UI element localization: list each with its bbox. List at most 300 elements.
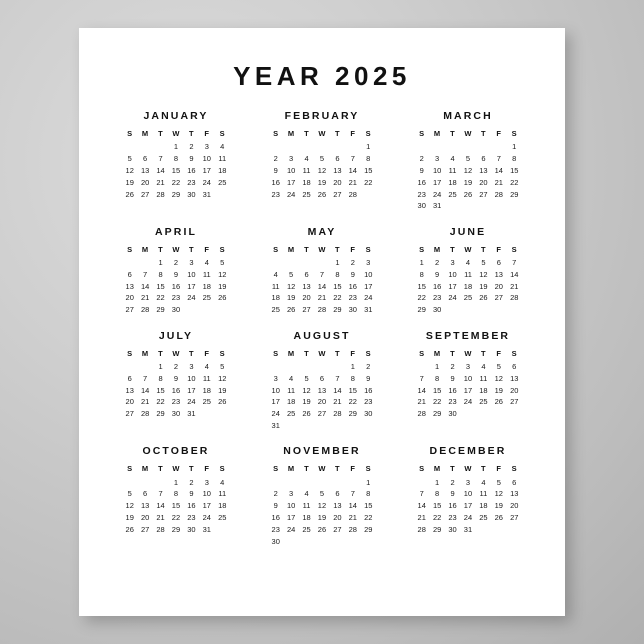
day-cell[interactable]: 5 (465, 154, 471, 164)
day-cell[interactable]: 1 (419, 258, 424, 268)
day-cell[interactable]: 9 (450, 373, 455, 383)
day-cell[interactable]: 3 (189, 361, 194, 371)
day-cell[interactable]: 9 (189, 154, 194, 164)
day-cell[interactable]: 23 (187, 513, 196, 523)
day-cell[interactable]: 4 (204, 361, 209, 371)
day-cell[interactable]: 22 (432, 513, 442, 523)
day-cell[interactable]: 3 (435, 154, 440, 164)
day-cell[interactable]: 13 (333, 501, 342, 511)
day-cell[interactable]: 8 (366, 154, 371, 164)
day-cell[interactable]: 28 (140, 409, 150, 419)
day-cell[interactable]: 11 (448, 165, 457, 175)
day-cell[interactable]: 30 (417, 201, 426, 211)
day-cell[interactable]: 24 (271, 409, 280, 419)
day-cell[interactable]: 20 (479, 177, 488, 187)
day-cell[interactable]: 25 (479, 397, 488, 407)
day-cell[interactable]: 4 (304, 489, 309, 499)
day-cell[interactable]: 19 (317, 177, 327, 187)
day-cell[interactable]: 6 (512, 361, 517, 371)
day-cell[interactable]: 12 (479, 269, 488, 279)
day-cell[interactable]: 30 (432, 305, 442, 315)
day-cell[interactable]: 1 (158, 361, 163, 371)
day-cell[interactable]: 6 (127, 269, 132, 279)
day-cell[interactable]: 12 (463, 165, 473, 175)
day-cell[interactable]: 5 (496, 361, 501, 371)
day-cell[interactable]: 19 (218, 281, 227, 291)
day-cell[interactable]: 18 (448, 177, 457, 187)
day-cell[interactable]: 23 (271, 189, 280, 199)
day-cell[interactable]: 9 (273, 165, 278, 175)
day-cell[interactable]: 4 (481, 361, 486, 371)
day-cell[interactable]: 12 (125, 501, 134, 511)
day-cell[interactable]: 5 (304, 373, 309, 383)
day-cell[interactable]: 23 (348, 293, 357, 303)
day-cell[interactable]: 12 (302, 385, 311, 395)
day-cell[interactable]: 2 (450, 361, 455, 371)
day-cell[interactable]: 2 (450, 477, 455, 487)
day-cell[interactable]: 7 (512, 258, 517, 268)
day-cell[interactable]: 7 (419, 373, 424, 383)
day-cell[interactable]: 25 (302, 189, 311, 199)
day-cell[interactable]: 3 (450, 258, 455, 268)
day-cell[interactable]: 11 (302, 165, 311, 175)
day-cell[interactable]: 14 (417, 385, 426, 395)
day-cell[interactable]: 4 (450, 154, 455, 164)
day-cell[interactable]: 13 (125, 385, 134, 395)
day-cell[interactable]: 1 (158, 258, 163, 268)
day-cell[interactable]: 16 (417, 177, 426, 187)
day-cell[interactable]: 26 (463, 189, 473, 199)
day-cell[interactable]: 3 (273, 373, 278, 383)
day-cell[interactable]: 4 (220, 477, 225, 487)
day-cell[interactable]: 22 (510, 177, 519, 187)
day-cell[interactable]: 27 (125, 305, 134, 315)
day-cell[interactable]: 18 (202, 385, 211, 395)
day-cell[interactable]: 3 (289, 154, 294, 164)
day-cell[interactable]: 11 (218, 154, 227, 164)
day-cell[interactable]: 15 (156, 281, 165, 291)
day-cell[interactable]: 15 (348, 385, 357, 395)
day-cell[interactable]: 4 (465, 258, 471, 268)
day-cell[interactable]: 30 (364, 409, 373, 419)
day-cell[interactable]: 24 (286, 189, 296, 199)
day-cell[interactable]: 29 (333, 305, 342, 315)
day-cell[interactable]: 22 (171, 177, 181, 187)
day-cell[interactable]: 25 (479, 513, 488, 523)
day-cell[interactable]: 7 (335, 373, 340, 383)
day-cell[interactable]: 5 (319, 489, 325, 499)
day-cell[interactable]: 27 (510, 397, 519, 407)
day-cell[interactable]: 25 (218, 513, 227, 523)
day-cell[interactable]: 15 (510, 165, 519, 175)
day-cell[interactable]: 21 (417, 397, 426, 407)
day-cell[interactable]: 4 (204, 258, 209, 268)
day-cell[interactable]: 12 (494, 373, 503, 383)
day-cell[interactable]: 31 (463, 524, 473, 534)
day-cell[interactable]: 29 (432, 524, 442, 534)
day-cell[interactable]: 25 (302, 524, 311, 534)
day-cell[interactable]: 14 (317, 281, 327, 291)
day-cell[interactable]: 21 (140, 397, 150, 407)
day-cell[interactable]: 13 (125, 281, 134, 291)
day-cell[interactable]: 26 (494, 397, 503, 407)
day-cell[interactable]: 6 (335, 154, 340, 164)
day-cell[interactable]: 30 (448, 524, 457, 534)
day-cell[interactable]: 29 (432, 409, 442, 419)
day-cell[interactable]: 26 (479, 293, 488, 303)
day-cell[interactable]: 18 (202, 281, 211, 291)
day-cell[interactable]: 17 (286, 513, 296, 523)
day-cell[interactable]: 23 (171, 397, 181, 407)
day-cell[interactable]: 12 (218, 269, 227, 279)
day-cell[interactable]: 5 (127, 489, 132, 499)
day-cell[interactable]: 31 (202, 189, 211, 199)
day-cell[interactable]: 3 (204, 142, 209, 152)
day-cell[interactable]: 14 (140, 385, 150, 395)
day-cell[interactable]: 9 (273, 501, 278, 511)
day-cell[interactable]: 14 (348, 501, 357, 511)
day-cell[interactable]: 23 (187, 177, 196, 187)
day-cell[interactable]: 24 (463, 513, 473, 523)
day-cell[interactable]: 2 (189, 142, 194, 152)
day-cell[interactable]: 18 (286, 397, 296, 407)
day-cell[interactable]: 7 (319, 269, 325, 279)
day-cell[interactable]: 28 (333, 409, 342, 419)
day-cell[interactable]: 22 (364, 513, 373, 523)
day-cell[interactable]: 7 (496, 154, 501, 164)
day-cell[interactable]: 11 (287, 385, 296, 395)
day-cell[interactable]: 15 (171, 501, 181, 511)
day-cell[interactable]: 1 (366, 142, 371, 152)
day-cell[interactable]: 20 (302, 293, 311, 303)
day-cell[interactable]: 8 (419, 269, 424, 279)
day-cell[interactable]: 8 (173, 489, 179, 499)
day-cell[interactable]: 20 (333, 177, 342, 187)
day-cell[interactable]: 18 (463, 281, 473, 291)
day-cell[interactable]: 1 (335, 258, 340, 268)
day-cell[interactable]: 16 (187, 501, 196, 511)
day-cell[interactable]: 3 (289, 489, 294, 499)
day-cell[interactable]: 29 (510, 189, 519, 199)
day-cell[interactable]: 20 (510, 501, 519, 511)
day-cell[interactable]: 16 (364, 385, 373, 395)
day-cell[interactable]: 13 (333, 165, 342, 175)
day-cell[interactable]: 14 (510, 269, 519, 279)
day-cell[interactable]: 20 (510, 385, 519, 395)
day-cell[interactable]: 7 (143, 269, 148, 279)
day-cell[interactable]: 2 (173, 361, 179, 371)
day-cell[interactable]: 24 (187, 293, 196, 303)
day-cell[interactable]: 19 (494, 385, 503, 395)
day-cell[interactable]: 24 (202, 177, 211, 187)
day-cell[interactable]: 26 (218, 397, 227, 407)
day-cell[interactable]: 3 (189, 258, 194, 268)
day-cell[interactable]: 26 (494, 513, 503, 523)
day-cell[interactable]: 6 (496, 258, 501, 268)
day-cell[interactable]: 15 (171, 165, 181, 175)
day-cell[interactable]: 5 (496, 477, 501, 487)
day-cell[interactable]: 17 (187, 385, 196, 395)
day-cell[interactable]: 19 (494, 501, 503, 511)
day-cell[interactable]: 29 (348, 409, 357, 419)
day-cell[interactable]: 9 (366, 373, 371, 383)
day-cell[interactable]: 20 (140, 177, 150, 187)
day-cell[interactable]: 17 (286, 177, 296, 187)
day-cell[interactable]: 23 (448, 513, 457, 523)
day-cell[interactable]: 17 (432, 177, 442, 187)
day-cell[interactable]: 13 (302, 281, 311, 291)
day-cell[interactable]: 9 (450, 489, 455, 499)
day-cell[interactable]: 19 (479, 281, 488, 291)
day-cell[interactable]: 23 (364, 397, 373, 407)
day-cell[interactable]: 30 (448, 409, 457, 419)
day-cell[interactable]: 24 (364, 293, 373, 303)
day-cell[interactable]: 10 (187, 373, 196, 383)
day-cell[interactable]: 3 (366, 258, 371, 268)
day-cell[interactable]: 26 (125, 189, 134, 199)
day-cell[interactable]: 18 (218, 165, 227, 175)
day-cell[interactable]: 28 (417, 409, 426, 419)
day-cell[interactable]: 13 (479, 165, 488, 175)
day-cell[interactable]: 26 (218, 293, 227, 303)
day-cell[interactable]: 10 (364, 269, 373, 279)
day-cell[interactable]: 11 (464, 269, 472, 279)
day-cell[interactable]: 21 (156, 513, 165, 523)
day-cell[interactable]: 22 (364, 177, 373, 187)
day-cell[interactable]: 27 (140, 189, 150, 199)
day-cell[interactable]: 5 (220, 361, 225, 371)
day-cell[interactable]: 29 (417, 305, 426, 315)
day-cell[interactable]: 16 (271, 513, 280, 523)
day-cell[interactable]: 6 (143, 489, 148, 499)
day-cell[interactable]: 24 (202, 513, 211, 523)
day-cell[interactable]: 5 (481, 258, 486, 268)
day-cell[interactable]: 4 (304, 154, 309, 164)
day-cell[interactable]: 27 (140, 524, 150, 534)
day-cell[interactable]: 22 (156, 397, 165, 407)
day-cell[interactable]: 12 (218, 373, 227, 383)
day-cell[interactable]: 10 (463, 489, 473, 499)
day-cell[interactable]: 11 (218, 489, 227, 499)
day-cell[interactable]: 31 (432, 201, 442, 211)
day-cell[interactable]: 27 (479, 189, 488, 199)
day-cell[interactable]: 14 (417, 501, 426, 511)
day-cell[interactable]: 2 (350, 258, 355, 268)
day-cell[interactable]: 8 (350, 373, 355, 383)
day-cell[interactable]: 1 (366, 477, 371, 487)
day-cell[interactable]: 4 (481, 477, 486, 487)
day-cell[interactable]: 10 (432, 165, 442, 175)
day-cell[interactable]: 10 (202, 489, 211, 499)
day-cell[interactable]: 20 (317, 397, 327, 407)
day-cell[interactable]: 6 (304, 269, 309, 279)
day-cell[interactable]: 26 (125, 524, 134, 534)
day-cell[interactable]: 8 (366, 489, 371, 499)
day-cell[interactable]: 7 (419, 489, 424, 499)
day-cell[interactable]: 16 (448, 501, 457, 511)
day-cell[interactable]: 21 (494, 177, 503, 187)
day-cell[interactable]: 13 (140, 501, 150, 511)
day-cell[interactable]: 4 (273, 269, 278, 279)
day-cell[interactable]: 30 (271, 536, 280, 546)
day-cell[interactable]: 21 (140, 293, 150, 303)
day-cell[interactable]: 1 (435, 361, 440, 371)
day-cell[interactable]: 8 (173, 154, 179, 164)
day-cell[interactable]: 10 (286, 501, 296, 511)
day-cell[interactable]: 17 (448, 281, 457, 291)
day-cell[interactable]: 8 (435, 373, 440, 383)
day-cell[interactable]: 10 (202, 154, 211, 164)
day-cell[interactable]: 22 (432, 397, 442, 407)
day-cell[interactable]: 1 (512, 142, 517, 152)
day-cell[interactable]: 28 (494, 189, 503, 199)
day-cell[interactable]: 7 (350, 489, 355, 499)
day-cell[interactable]: 19 (302, 397, 311, 407)
day-cell[interactable]: 1 (173, 142, 179, 152)
day-cell[interactable]: 18 (271, 293, 280, 303)
day-cell[interactable]: 8 (435, 489, 440, 499)
day-cell[interactable]: 12 (317, 501, 327, 511)
day-cell[interactable]: 27 (494, 293, 503, 303)
day-cell[interactable]: 19 (125, 177, 134, 187)
day-cell[interactable]: 9 (350, 269, 355, 279)
day-cell[interactable]: 28 (156, 524, 165, 534)
day-cell[interactable]: 27 (333, 524, 342, 534)
day-cell[interactable]: 30 (171, 305, 181, 315)
day-cell[interactable]: 21 (348, 177, 357, 187)
day-cell[interactable]: 22 (417, 293, 426, 303)
day-cell[interactable]: 22 (171, 513, 181, 523)
day-cell[interactable]: 3 (204, 477, 209, 487)
day-cell[interactable]: 20 (125, 293, 134, 303)
day-cell[interactable]: 2 (273, 489, 278, 499)
day-cell[interactable]: 24 (286, 524, 296, 534)
day-cell[interactable]: 7 (143, 373, 148, 383)
day-cell[interactable]: 18 (218, 501, 227, 511)
day-cell[interactable]: 6 (319, 373, 325, 383)
day-cell[interactable]: 15 (156, 385, 165, 395)
day-cell[interactable]: 30 (187, 189, 196, 199)
day-cell[interactable]: 27 (302, 305, 311, 315)
day-cell[interactable]: 24 (463, 397, 473, 407)
day-cell[interactable]: 19 (317, 513, 327, 523)
day-cell[interactable]: 9 (435, 269, 440, 279)
day-cell[interactable]: 3 (465, 477, 471, 487)
day-cell[interactable]: 17 (463, 501, 473, 511)
day-cell[interactable]: 11 (271, 281, 280, 291)
day-cell[interactable]: 17 (187, 281, 196, 291)
day-cell[interactable]: 26 (317, 189, 327, 199)
day-cell[interactable]: 23 (271, 524, 280, 534)
day-cell[interactable]: 27 (510, 513, 519, 523)
day-cell[interactable]: 3 (465, 361, 471, 371)
day-cell[interactable]: 19 (463, 177, 473, 187)
day-cell[interactable]: 18 (479, 501, 488, 511)
day-cell[interactable]: 10 (271, 385, 280, 395)
day-cell[interactable]: 12 (286, 281, 296, 291)
day-cell[interactable]: 26 (302, 409, 311, 419)
day-cell[interactable]: 6 (481, 154, 486, 164)
day-cell[interactable]: 5 (319, 154, 325, 164)
day-cell[interactable]: 10 (286, 165, 296, 175)
day-cell[interactable]: 21 (333, 397, 342, 407)
day-cell[interactable]: 14 (140, 281, 150, 291)
day-cell[interactable]: 8 (512, 154, 517, 164)
day-cell[interactable]: 21 (156, 177, 165, 187)
day-cell[interactable]: 16 (432, 281, 442, 291)
day-cell[interactable]: 7 (158, 489, 163, 499)
day-cell[interactable]: 22 (156, 293, 165, 303)
day-cell[interactable]: 2 (366, 361, 371, 371)
day-cell[interactable]: 5 (220, 258, 225, 268)
day-cell[interactable]: 9 (173, 269, 179, 279)
day-cell[interactable]: 11 (302, 501, 311, 511)
day-cell[interactable]: 16 (348, 281, 357, 291)
day-cell[interactable]: 14 (494, 165, 503, 175)
day-cell[interactable]: 11 (202, 269, 211, 279)
day-cell[interactable]: 21 (510, 281, 519, 291)
day-cell[interactable]: 28 (156, 189, 165, 199)
day-cell[interactable]: 1 (350, 361, 355, 371)
day-cell[interactable]: 15 (364, 165, 373, 175)
day-cell[interactable]: 31 (271, 420, 280, 430)
day-cell[interactable]: 15 (333, 281, 342, 291)
day-cell[interactable]: 6 (143, 154, 148, 164)
day-cell[interactable]: 6 (335, 489, 340, 499)
day-cell[interactable]: 25 (202, 293, 211, 303)
day-cell[interactable]: 6 (127, 373, 132, 383)
day-cell[interactable]: 20 (125, 397, 134, 407)
day-cell[interactable]: 16 (171, 385, 181, 395)
day-cell[interactable]: 25 (202, 397, 211, 407)
day-cell[interactable]: 28 (348, 189, 357, 199)
day-cell[interactable]: 29 (364, 524, 373, 534)
day-cell[interactable]: 28 (140, 305, 150, 315)
day-cell[interactable]: 13 (494, 269, 503, 279)
day-cell[interactable]: 13 (317, 385, 327, 395)
day-cell[interactable]: 29 (171, 524, 181, 534)
day-cell[interactable]: 4 (220, 142, 225, 152)
day-cell[interactable]: 10 (187, 269, 196, 279)
day-cell[interactable]: 11 (202, 373, 211, 383)
day-cell[interactable]: 12 (125, 165, 134, 175)
day-cell[interactable]: 26 (317, 524, 327, 534)
day-cell[interactable]: 18 (302, 177, 311, 187)
day-cell[interactable]: 2 (419, 154, 424, 164)
day-cell[interactable]: 13 (510, 489, 519, 499)
day-cell[interactable]: 5 (127, 154, 132, 164)
day-cell[interactable]: 22 (348, 397, 357, 407)
day-cell[interactable]: 9 (189, 489, 194, 499)
day-cell[interactable]: 25 (463, 293, 473, 303)
day-cell[interactable]: 18 (479, 385, 488, 395)
day-cell[interactable]: 18 (302, 513, 311, 523)
day-cell[interactable]: 28 (348, 524, 357, 534)
day-cell[interactable]: 16 (187, 165, 196, 175)
day-cell[interactable]: 15 (432, 501, 442, 511)
day-cell[interactable]: 25 (271, 305, 280, 315)
day-cell[interactable]: 8 (335, 269, 340, 279)
day-cell[interactable]: 13 (140, 165, 150, 175)
day-cell[interactable]: 31 (202, 524, 211, 534)
day-cell[interactable]: 23 (448, 397, 457, 407)
day-cell[interactable]: 28 (317, 305, 327, 315)
day-cell[interactable]: 15 (364, 501, 373, 511)
day-cell[interactable]: 17 (202, 165, 211, 175)
day-cell[interactable]: 26 (286, 305, 296, 315)
day-cell[interactable]: 24 (187, 397, 196, 407)
day-cell[interactable]: 31 (187, 409, 196, 419)
